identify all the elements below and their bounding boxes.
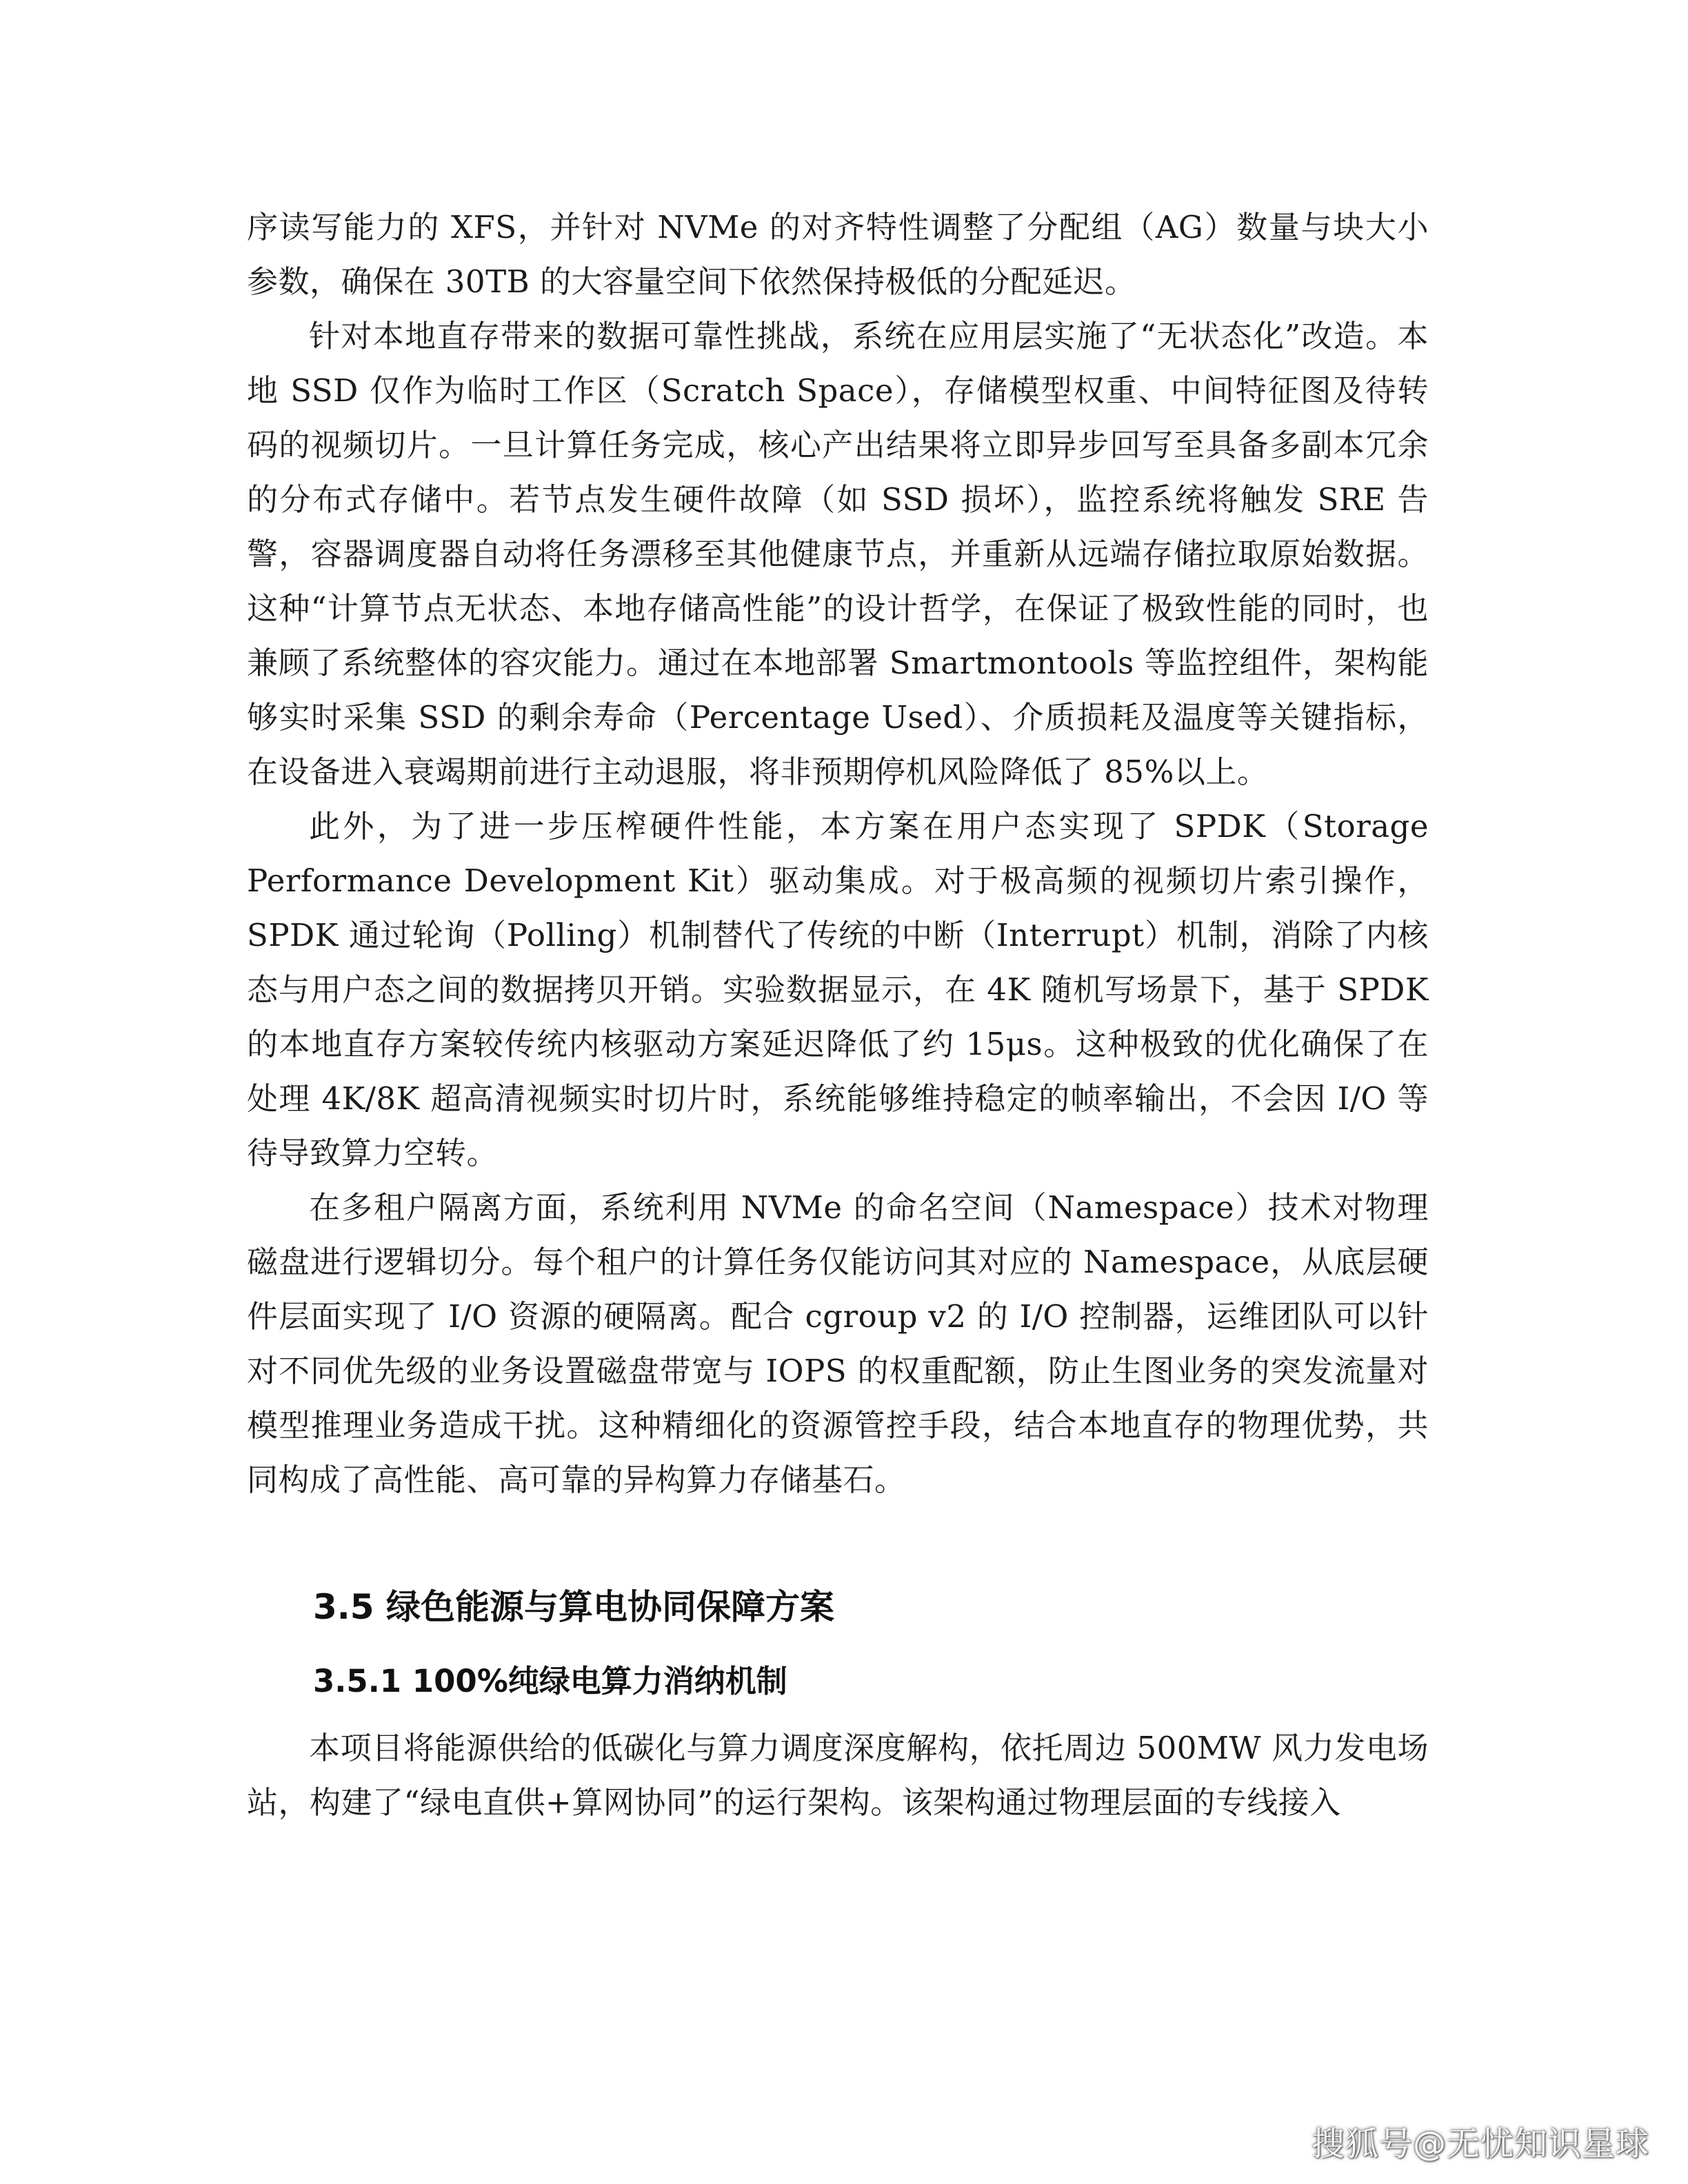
sohu-watermark: 搜狐号@无忧知识星球 <box>1311 2125 1649 2163</box>
body-paragraph: 本项目将能源供给的低碳化与算力调度深度解构，依托周边 500MW 风力发电场站，构建了“绿电直供+算网协同”的运行架构。该架构通过物理层面的专线接入 <box>247 1730 1429 1821</box>
section-heading: 3.5 绿色能源与算电协同保障方案 <box>313 1587 834 1627</box>
body-paragraph: 在多租户隔离方面，系统利用 NVMe 的命名空间（Namespace）技术对物理磁盘进行逻辑切分。每个租户的计算任务仅能访问其对应的 Namespace，从底层硬件层面实现了 I/O 资源的硬隔离。配合 cgroup v2 的 I/O 控制器，运维团队可以针对不同优先级的业务设置磁盘带宽与 IOPS 的权重配额，防止生图业务的突发流量对模型推理业务造成干扰。这种精细化的资源管控手段，结合本地直存的物理优势，共同构成了高性能、高可靠的异构算力存储基石。 <box>247 1189 1429 1498</box>
body-paragraph: 此外，为了进一步压榨硬件性能，本方案在用户态实现了 SPDK（Storage Performance Development Kit）驱动集成。对于极高频的视频切片索引操作，SPDK 通过轮询（Polling）机制替代了传统的中断（Interrupt）机制，消除了内核态与用户态之间的数据拷贝开销。实验数据显示，在 4K 随机写场景下，基于 SPDK 的本地直存方案较传统内核驱动方案延迟降低了约 15μs。这种极致的优化确保了在处理 4K/8K 超高清视频实时切片时，系统能够维持稳定的帧率输出，不会因 I/O 等待导致算力空转。 <box>247 808 1429 1171</box>
body-paragraph: 针对本地直存带来的数据可靠性挑战，系统在应用层实施了“无状态化”改造。本地 SSD 仅作为临时工作区（Scratch Space），存储模型权重、中间特征图及待转码的视频切片。一旦计算任务完成，核心产出结果将立即异步回写至具备多副本冗余的分布式存储中。若节点发生硬件故障（如 SSD 损坏），监控系统将触发 SRE 告警，容器调度器自动将任务漂移至其他健康节点，并重新从远端存储拉取原始数据。这种“计算节点无状态、本地存储高性能”的设计哲学，在保证了极致性能的同时，也兼顾了系统整体的容灾能力。通过在本地部署 Smartmontools 等监控组件，架构能够实时采集 SSD 的剩余寿命（Percentage Used）、介质损耗及温度等关键指标，在设备进入衰竭期前进行主动退服，将非预期停机风险降低了 85%以上。 <box>247 318 1429 790</box>
document-page <box>247 200 1429 1830</box>
body-paragraph: 序读写能力的 XFS，并针对 NVMe 的对齐特性调整了分配组（AG）数量与块大小参数，确保在 30TB 的大容量空间下依然保持极低的分配延迟。 <box>247 209 1429 300</box>
subsection-heading: 3.5.1 100%纯绿电算力消纳机制 <box>313 1663 787 1699</box>
